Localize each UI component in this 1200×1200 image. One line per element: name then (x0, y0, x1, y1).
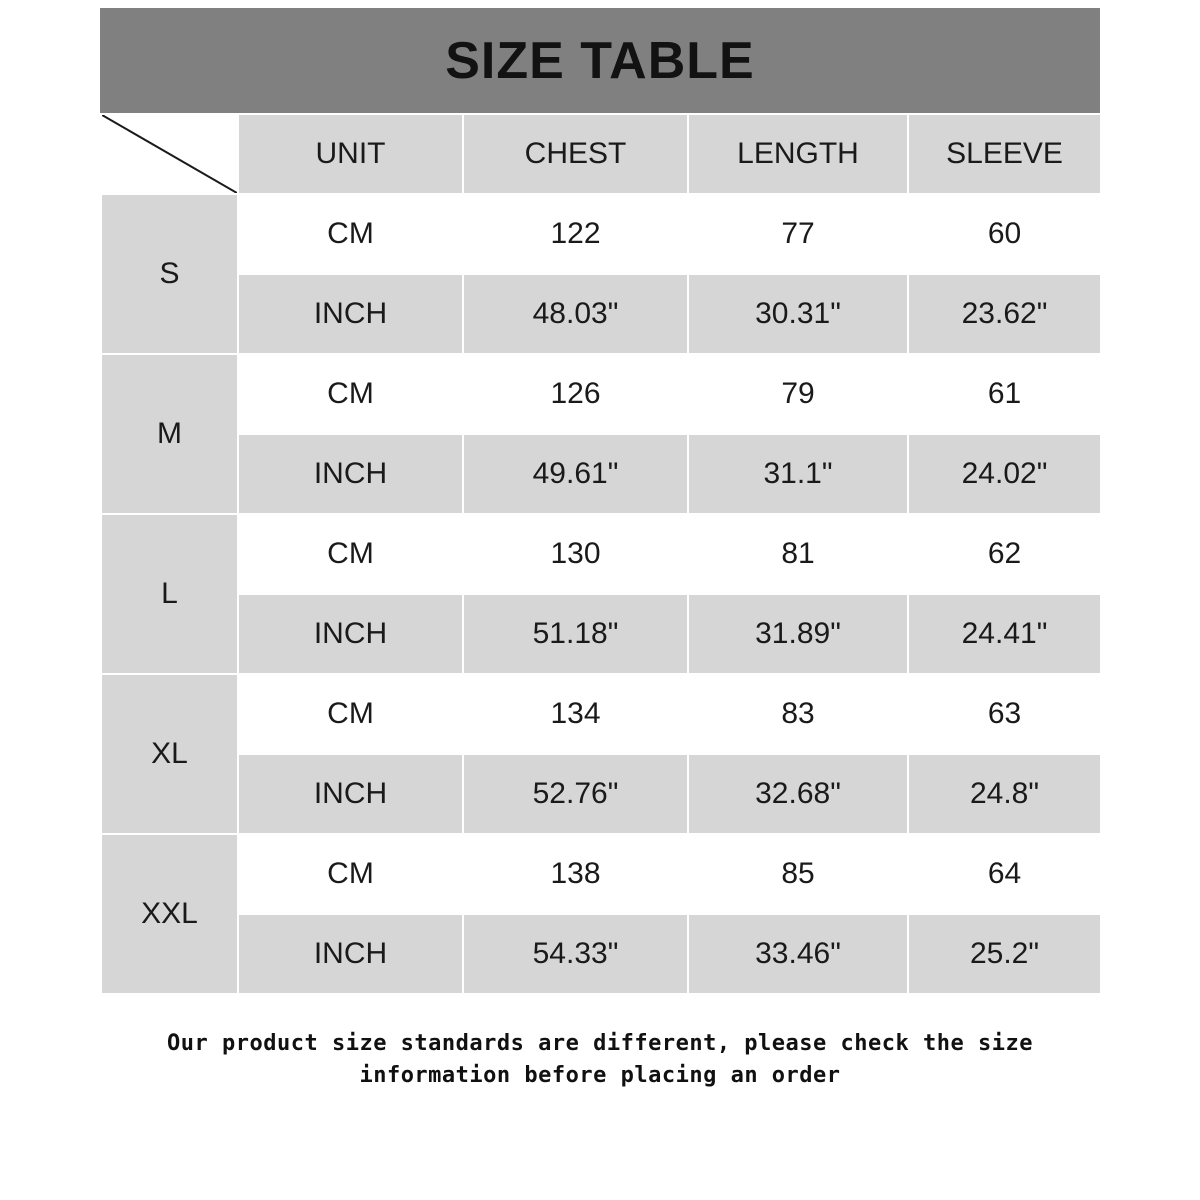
cell-length: 31.89" (688, 594, 908, 674)
column-header-sleeve: SLEEVE (908, 114, 1101, 194)
size-label-l: L (101, 514, 238, 674)
cell-chest: 122 (463, 194, 688, 274)
cell-unit: INCH (238, 274, 463, 354)
cell-length: 79 (688, 354, 908, 434)
cell-unit: INCH (238, 594, 463, 674)
cell-sleeve: 60 (908, 194, 1101, 274)
cell-chest: 138 (463, 834, 688, 914)
cell-sleeve: 24.02" (908, 434, 1101, 514)
cell-unit: CM (238, 194, 463, 274)
size-label-xl: XL (101, 674, 238, 834)
corner-cell (101, 114, 238, 194)
cell-chest: 51.18" (463, 594, 688, 674)
cell-chest: 54.33" (463, 914, 688, 994)
footnote (100, 1028, 1100, 1092)
table-row (101, 274, 1101, 354)
table-row (101, 194, 1101, 274)
cell-unit: CM (238, 674, 463, 754)
cell-length: 30.31" (688, 274, 908, 354)
cell-unit: INCH (238, 914, 463, 994)
diagonal-slash-icon (102, 115, 237, 193)
cell-unit: CM (238, 354, 463, 434)
cell-length: 77 (688, 194, 908, 274)
cell-sleeve: 62 (908, 514, 1101, 594)
cell-sleeve: 25.2" (908, 914, 1101, 994)
cell-length: 33.46" (688, 914, 908, 994)
cell-length: 83 (688, 674, 908, 754)
table-row (101, 674, 1101, 754)
table-row (101, 834, 1101, 914)
table-row (101, 354, 1101, 434)
cell-sleeve: 23.62" (908, 274, 1101, 354)
cell-length: 31.1" (688, 434, 908, 514)
table-row (101, 594, 1101, 674)
cell-unit: INCH (238, 754, 463, 834)
cell-sleeve: 24.8" (908, 754, 1101, 834)
column-header-length: LENGTH (688, 114, 908, 194)
table-row (101, 754, 1101, 834)
table-header-row (101, 114, 1101, 194)
cell-length: 85 (688, 834, 908, 914)
cell-unit: CM (238, 834, 463, 914)
cell-chest: 52.76" (463, 754, 688, 834)
page-title: SIZE TABLE (445, 31, 755, 90)
size-label-m: M (101, 354, 238, 514)
table-row (101, 914, 1101, 994)
size-table (100, 113, 1102, 995)
cell-sleeve: 61 (908, 354, 1101, 434)
cell-chest: 48.03" (463, 274, 688, 354)
cell-chest: 130 (463, 514, 688, 594)
cell-length: 32.68" (688, 754, 908, 834)
size-label-xxl: XXL (101, 834, 238, 994)
column-header-unit: UNIT (238, 114, 463, 194)
cell-chest: 134 (463, 674, 688, 754)
cell-chest: 49.61" (463, 434, 688, 514)
title-bar (100, 8, 1100, 113)
cell-sleeve: 24.41" (908, 594, 1101, 674)
column-header-chest: CHEST (463, 114, 688, 194)
footnote-line-1: Our product size standards are different, please check the size (167, 1031, 1033, 1056)
cell-unit: INCH (238, 434, 463, 514)
cell-sleeve: 63 (908, 674, 1101, 754)
cell-sleeve: 64 (908, 834, 1101, 914)
cell-unit: CM (238, 514, 463, 594)
table-row (101, 434, 1101, 514)
footnote-line-2: information before placing an order (359, 1062, 841, 1088)
cell-length: 81 (688, 514, 908, 594)
table-row (101, 514, 1101, 594)
cell-chest: 126 (463, 354, 688, 434)
size-label-s: S (101, 194, 238, 354)
